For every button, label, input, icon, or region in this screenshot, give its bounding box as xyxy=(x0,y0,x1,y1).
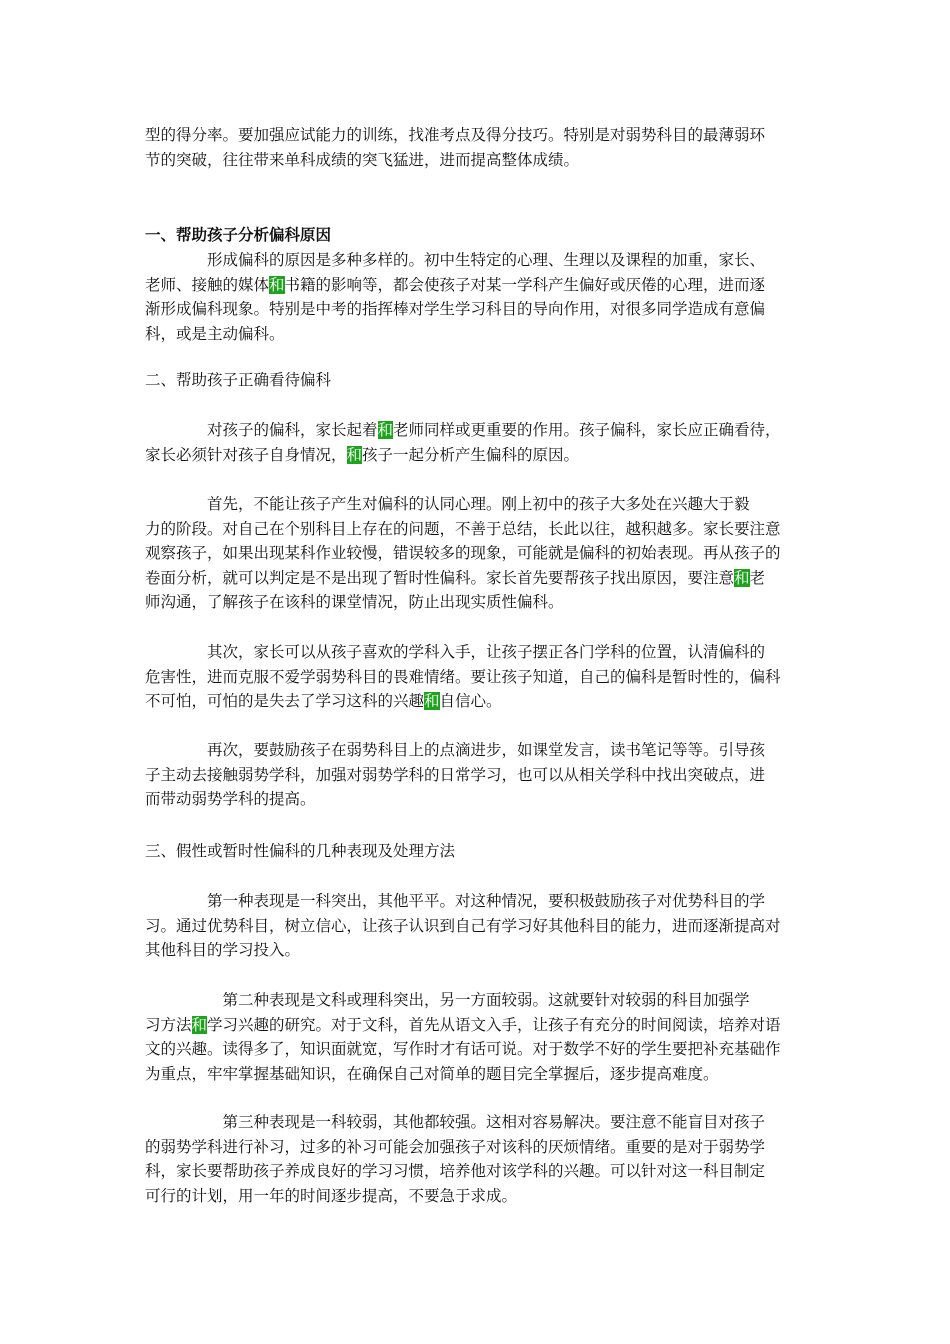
text-line xyxy=(145,988,809,1013)
text-segment: 第一种表现是一科突出，其他平平。对这种情况，要积极鼓励孩子对优势科目的学 xyxy=(145,892,766,910)
text-segment: 二、帮助孩子正确看待偏科 xyxy=(145,371,332,389)
text-line xyxy=(145,1135,809,1160)
text-segment: 师沟通，了解孩子在该科的课堂情况，防止出现实质性偏科。 xyxy=(145,593,564,611)
text-segment: 的弱势学科进行补习，过多的补习可能会加强孩子对该科的厌烦情绪。重要的是对于弱势学 xyxy=(145,1137,766,1156)
text-segment: 老师、接触的媒体 xyxy=(145,275,270,294)
text-line xyxy=(145,566,809,591)
text-segment: 再次，要鼓励孩子在弱势科目上的点滴进步，如课堂发言，读书笔记等等。引导孩 xyxy=(145,741,766,759)
highlighted-word: 和 xyxy=(346,445,363,464)
text-segment: 科，或是主动偏科。 xyxy=(145,324,285,343)
text-segment: 老 xyxy=(749,568,766,587)
paragraph-section1 xyxy=(145,248,809,346)
text-line xyxy=(145,763,809,788)
section-heading-1 xyxy=(145,223,809,248)
text-line xyxy=(145,368,809,393)
text-line xyxy=(145,590,809,615)
paragraph-first xyxy=(145,492,809,615)
text-segment: 习方法 xyxy=(145,1015,192,1034)
text-segment: 自信心。 xyxy=(439,692,502,710)
text-line xyxy=(145,273,809,298)
text-segment: 为重点，牢牢掌握基础知识，在确保自己对简单的题目完全掌握后，逐步提高难度。 xyxy=(145,1064,719,1083)
text-line xyxy=(145,297,809,322)
text-segment: 文的兴趣。读得多了，知识面就宽，写作时才有话可说。对于数学不好的学生要把补充基础作 xyxy=(145,1040,781,1058)
highlighted-word: 和 xyxy=(191,1015,208,1034)
text-segment: 学习兴趣的研究。对于文科，首先从语文入手，让孩子有充分的时间阅读，培养对语 xyxy=(207,1015,781,1034)
text-line xyxy=(145,541,809,566)
text-segment: 观察孩子，如果出现某科作业较慢，错误较多的现象，可能就是偏科的初始表现。再从孩子的 xyxy=(145,544,781,562)
text-line xyxy=(145,938,809,963)
text-line xyxy=(145,914,809,939)
paragraph-type-two xyxy=(145,988,809,1086)
text-line xyxy=(145,1159,809,1184)
text-segment: 形成偏科的原因是多种多样的。初中生特定的心理、生理以及课程的加重，家长、 xyxy=(145,251,766,269)
text-segment: 首先，不能让孩子产生对偏科的认同心理。刚上初中的孩子大多处在兴趣大于毅 xyxy=(145,495,750,513)
paragraph-role-of-parents xyxy=(145,418,809,467)
paragraph-intro-tail xyxy=(145,123,809,172)
text-segment: 危害性，进而克服不爱学弱势科目的畏难情绪。要让孩子知道，自己的偏科是暂时性的，偏科 xyxy=(145,667,781,686)
text-line xyxy=(145,517,809,542)
text-segment: 而带动弱势学科的提高。 xyxy=(145,790,316,808)
text-line xyxy=(145,640,809,665)
text-segment: 老师同样或更重要的作用。孩子偏科，家长应正确看待， xyxy=(393,421,781,439)
section-heading-2 xyxy=(145,368,809,393)
text-line xyxy=(145,322,809,347)
section-heading-3 xyxy=(145,839,809,864)
text-line xyxy=(145,148,809,173)
text-line xyxy=(145,665,809,690)
highlighted-word: 和 xyxy=(377,421,394,439)
text-line xyxy=(145,418,809,443)
text-segment: 三、假性或暂时性偏科的几种表现及处理方法 xyxy=(145,842,456,860)
text-segment: 孩子一起分析产生偏科的原因。 xyxy=(362,445,580,464)
text-segment: 习。通过优势科目，树立信心，让孩子认识到自己有学习好其他科目的能力，进而逐渐提高对 xyxy=(145,916,781,935)
text-line xyxy=(145,738,809,763)
paragraph-second xyxy=(145,640,809,714)
text-segment: 对孩子的偏科，家长起着 xyxy=(145,421,378,439)
text-line xyxy=(145,223,809,248)
highlighted-word: 和 xyxy=(424,692,440,710)
text-line xyxy=(145,492,809,517)
text-segment: 卷面分析，就可以判定是不是出现了暂时性偏科。家长首先要帮孩子找出原因，要注意 xyxy=(145,568,735,587)
text-segment: 家长必须针对孩子自身情况， xyxy=(145,445,347,464)
text-line xyxy=(145,889,809,914)
paragraph-type-one xyxy=(145,889,809,963)
text-line xyxy=(145,123,809,148)
text-line xyxy=(145,1013,809,1038)
text-segment: 型的得分率。要加强应试能力的训练，找准考点及得分技巧。特别是对弱势科目的最薄弱环 xyxy=(145,126,766,144)
text-line xyxy=(145,1184,809,1209)
text-line xyxy=(145,1110,809,1135)
text-line xyxy=(145,1062,809,1087)
text-segment: 其他科目的学习投入。 xyxy=(145,941,301,959)
text-segment: 其次，家长可以从孩子喜欢的学科入手，让孩子摆正各门学科的位置，认清偏科的 xyxy=(145,643,766,661)
text-segment: 科，家长要帮助孩子养成良好的学习习惯，培养他对该学科的兴趣。可以针对这一科目制定 xyxy=(145,1162,766,1180)
text-segment: 一、帮助孩子分析偏科原因 xyxy=(145,225,332,244)
text-line xyxy=(145,1037,809,1062)
text-segment: 书籍的影响等，都会使孩子对某一学科产生偏好或厌倦的心理，进而逐 xyxy=(284,275,766,294)
text-segment: 力的阶段。对自己在个别科目上存在的问题，不善于总结，长此以往，越积越多。家长要注意 xyxy=(145,519,781,538)
paragraph-third xyxy=(145,738,809,812)
text-line xyxy=(145,248,809,273)
text-segment: 子主动去接触弱势学科，加强对弱势学科的日常学习，也可以从相关学科中找出突破点，进 xyxy=(145,765,766,784)
text-segment: 第二种表现是文科或理科突出，另一方面较弱。这就要针对较弱的科目加强学 xyxy=(145,991,750,1009)
text-line xyxy=(145,839,809,864)
text-line xyxy=(145,443,809,468)
text-segment: 不可怕，可怕的是失去了学习这科的兴趣 xyxy=(145,692,425,710)
text-segment: 渐形成偏科现象。特别是中考的指挥棒对学生学习科目的导向作用，对很多同学造成有意偏 xyxy=(145,300,766,318)
text-line xyxy=(145,787,809,812)
paragraph-type-three xyxy=(145,1110,809,1208)
text-segment: 可行的计划，用一年的时间逐步提高，不要急于求成。 xyxy=(145,1186,518,1205)
highlighted-word: 和 xyxy=(269,275,285,294)
text-line xyxy=(145,689,809,714)
text-segment: 节的突破，往往带来单科成绩的突飞猛进，进而提高整体成绩。 xyxy=(145,150,580,169)
highlighted-word: 和 xyxy=(734,568,750,587)
text-segment: 第三种表现是一科较弱，其他都较强。这相对容易解决。要注意不能盲目对孩子 xyxy=(145,1113,766,1131)
